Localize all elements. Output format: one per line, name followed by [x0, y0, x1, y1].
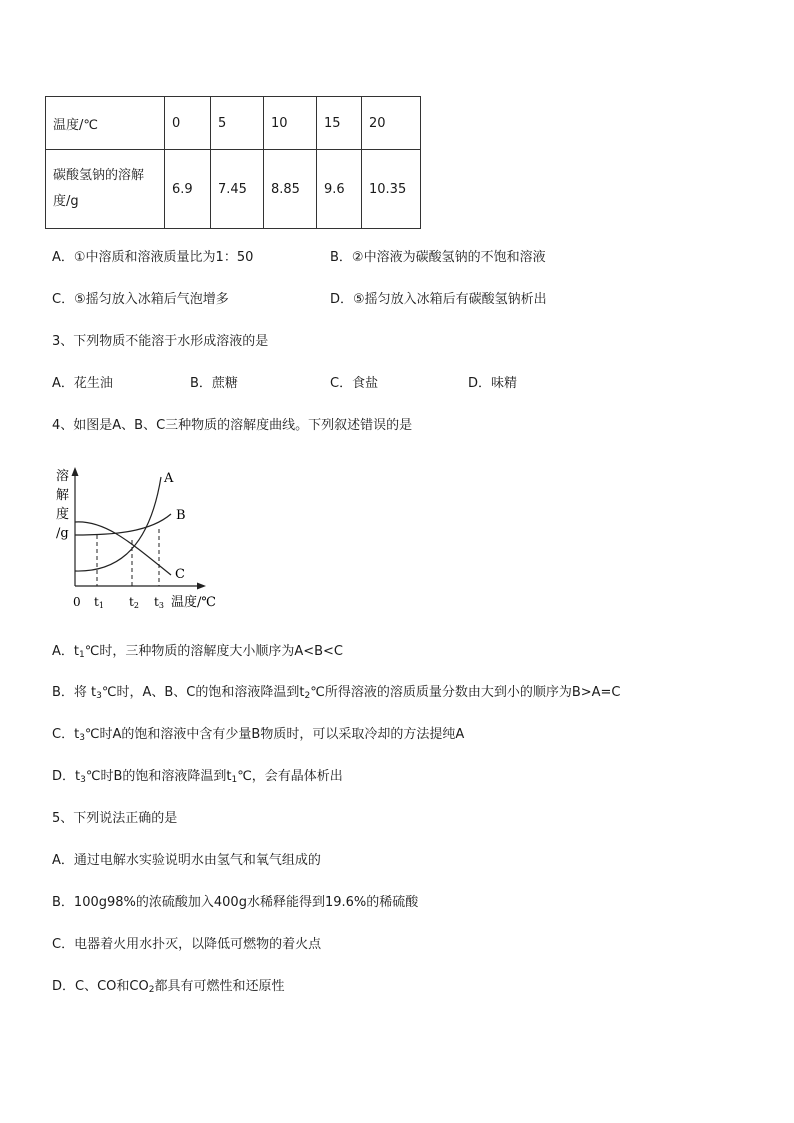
curve-b-label: B	[176, 508, 186, 523]
q5-option-b[interactable]: B．100g98%的浓硫酸加入400g水稀释能得到19.6%的稀硫酸	[52, 895, 419, 910]
table-row-header: 碳酸氢钠的溶解度/g	[53, 168, 145, 209]
q4-stem: 4、如图是A、B、C三种物质的溶解度曲线。下列叙述错误的是	[52, 418, 413, 433]
table-cell: 6.9	[165, 150, 211, 229]
subscript: 3	[79, 733, 85, 743]
q5-stem: 5、下列说法正确的是	[52, 811, 178, 826]
table-row	[46, 97, 421, 150]
table-cell: 10	[264, 97, 317, 150]
q3-stem: 3、下列物质不能溶于水形成溶液的是	[52, 334, 269, 349]
subscript: 2	[304, 691, 311, 701]
x-axis-label: 温度/℃	[171, 595, 216, 610]
origin-label: 0	[73, 595, 81, 609]
text-part: D．t	[52, 769, 81, 784]
subscript: 1	[79, 650, 85, 660]
q3-option-c[interactable]: C．食盐	[330, 376, 379, 391]
q4-option-c[interactable]	[52, 726, 464, 747]
q5-option-c[interactable]: C．电器着火用水扑灭，以降低可燃物的着火点	[52, 937, 322, 952]
t3-label: t3	[154, 595, 164, 610]
q3-option-a[interactable]: A．花生油	[52, 376, 113, 391]
text-part: D．C、CO和CO	[52, 979, 149, 994]
table-cell: 15	[317, 97, 362, 150]
table-cell: 7.45	[211, 150, 264, 229]
subscript: 3	[96, 691, 102, 701]
solubility-curve-graph	[50, 462, 230, 614]
subscript: 1	[231, 775, 238, 785]
q5-option-a[interactable]: A．通过电解水实验说明水由氢气和氧气组成的	[52, 853, 321, 868]
table-cell: 0	[165, 97, 211, 150]
text-part: ℃时B的饱和溶液降温到t	[85, 769, 232, 784]
text-part: ℃，会有晶体析出	[237, 769, 343, 784]
curve-b	[75, 514, 171, 535]
solubility-table	[45, 96, 421, 229]
subscript: 2	[148, 985, 155, 995]
text-part: ℃时，三种物质的溶解度大小顺序为A<B<C	[84, 644, 344, 659]
y-label-4: /g	[56, 526, 69, 541]
x-axis-arrow-icon	[197, 583, 206, 590]
table-cell: 9.6	[317, 150, 362, 229]
text-part: B．将 t	[52, 685, 97, 700]
y-label-3: 度	[56, 507, 70, 522]
curve-c	[75, 522, 171, 575]
y-label-1: 溶	[56, 469, 70, 484]
t1-label: t1	[94, 595, 104, 610]
q4-option-a[interactable]	[52, 643, 343, 664]
q2-option-d[interactable]: D．⑤摇匀放入冰箱后有碳酸氢钠析出	[330, 292, 547, 307]
table-cell: 5	[211, 97, 264, 150]
table-cell: 8.85	[264, 150, 317, 229]
text-part: 都具有可燃性和还原性	[154, 979, 285, 994]
subscript: 3	[80, 775, 86, 785]
table-cell	[46, 150, 165, 229]
q4-option-d[interactable]	[52, 768, 343, 789]
q5-option-d[interactable]	[52, 978, 284, 999]
y-label-2: 解	[56, 488, 70, 503]
curve-c-label: C	[175, 567, 185, 582]
table-cell: 20	[362, 97, 421, 150]
table-cell: 10.35	[362, 150, 421, 229]
q2-option-c[interactable]: C．⑤摇匀放入冰箱后气泡增多	[52, 292, 229, 307]
q2-option-a[interactable]: A．①中溶质和溶液质量比为1：50	[52, 250, 254, 265]
q4-option-b[interactable]	[52, 684, 621, 705]
q3-option-d[interactable]: D．味精	[468, 376, 518, 391]
text-part: ℃时，A、B、C的饱和溶液降温到t	[101, 685, 305, 700]
text-part: C．t	[52, 727, 80, 742]
q2-option-b[interactable]: B．②中溶液为碳酸氢钠的不饱和溶液	[330, 250, 546, 265]
curve-a-label: A	[164, 471, 174, 486]
text-part: ℃时A的饱和溶液中含有少量B物质时，可以采取冷却的方法提纯A	[84, 727, 465, 742]
text-part: ℃所得溶液的溶质质量分数由大到小的顺序为B>A=C	[310, 685, 621, 700]
q3-option-b[interactable]: B．蔗糖	[190, 376, 238, 391]
text-part: A．t	[52, 644, 79, 659]
y-axis-arrow-icon	[72, 467, 79, 476]
table-cell: 温度/℃	[46, 97, 165, 150]
t2-label: t2	[129, 595, 139, 610]
table-row	[46, 150, 421, 229]
